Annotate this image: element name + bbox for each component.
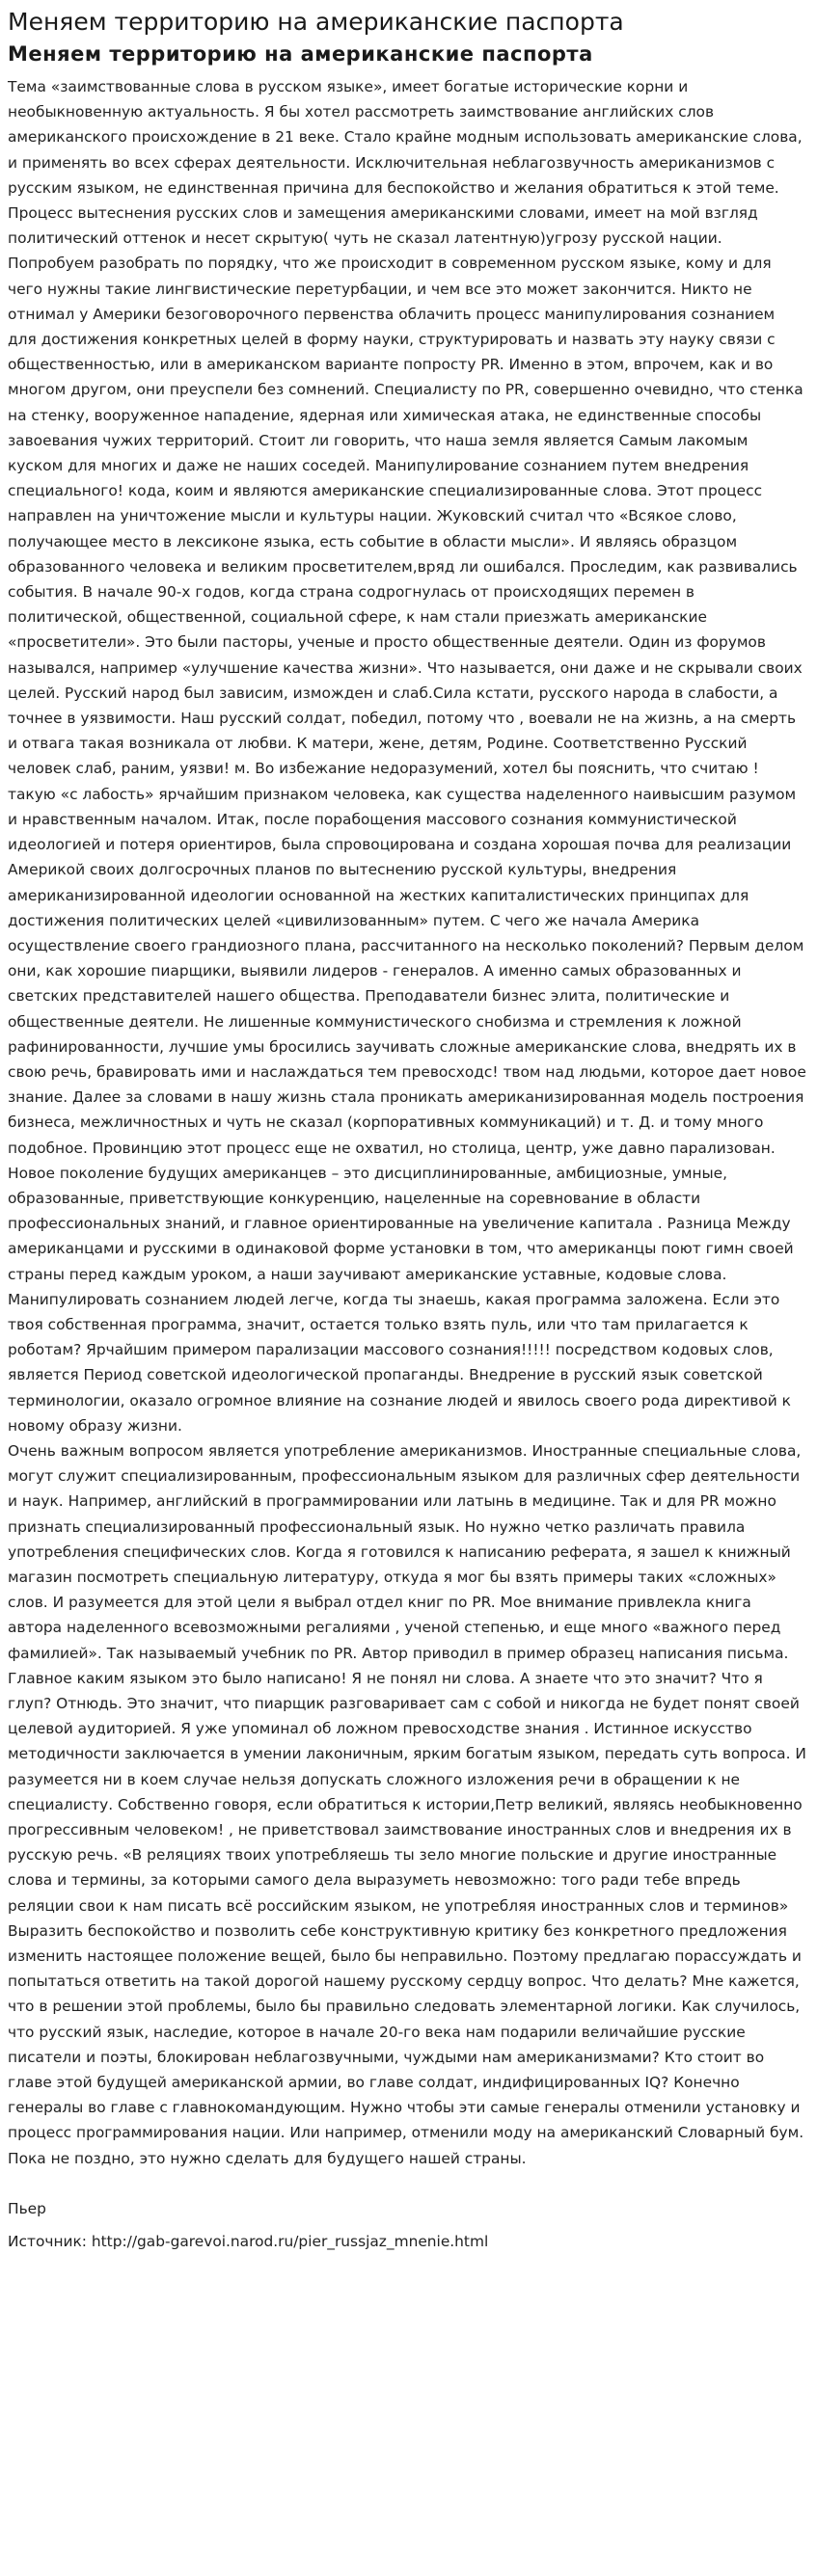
paragraph-process: Процесс вытеснения русских слов и замещения американскими словами, имеет на мой взгляд политический оттенок и несет скрытую( чуть не сказал латентную)угрозу русской нации. Попробуем разобрать по порядку, что же происходит в современном русском языке, кому и для чего нужны такие лингвистические перетурбации, и чем все это может закончится. Никто не отнимал у Америки безоговорочного первенства облачить процесс манипулирования сознанием для достижения конкретных целей в форму науки, структурировать и назвать эту науку связи с общественностью, или в американском варианте попросту PR. Именно в этом, впрочем, как и во многом другом, они преуспели без сомнений. Специалисту по PR, совершенно очевидно, что стенка на стенку, вооруженное нападение, ядерная или химическая атака, не единственные способы завоевания чужих территорий. Стоит ли говорить, что наша земля является Самым лакомым куском для многих и даже не наших соседей. Манипулирование сознанием путем внедрения специального! кода, коим и являются американские специализированные слова. Этот процесс направлен на уничтожение мысли и культуры нации. Жуковский считал что «Всякое слово, получающее место в лексиконе языка, есть событие в области мысли». И являясь образцом образованного человека и великим просветителем,вряд ли ошибался. Проследим, как развивались события. В начале 90-х годов, когда страна содрогнулась от происходящих перемен в политической, общественной, социальной сфере, к нам стали приезжать американские «просветители». Это были пасторы, ученые и просто общественные деятели. Один из форумов назывался, например «улучшение качества жизни». Что называется, они даже и не скрывали своих целей. Русский народ был зависим, изможден и слаб.Сила кстати, русского народа в слабости, а точнее в уязвимости. Наш русский солдат, победил, потому что , воевали не на жизнь, а на смерть и отвага такая возникала от любви. К матери, жене, детям, Родине. Соответственно Русский человек слаб, раним, уязви! м. Во избежание недоразумений, хотел бы пояснить, что считаю ! такую «с лабость» ярчайшим признаком человека, как существа наделенного наивысшим разумом и нравственным началом. Итак, после порабощения массового сознания коммунистической идеологией и потеря ориентиров, была спровоцирована и создана хорошая почва для реализации Америкой своих долгосрочных планов по вытеснению русской культуры, внедрения американизированной идеологии основанной на жестких капиталистических принципах для достижения политических целей «цивилизованным» путем. С чего же начала Америка осуществление своего грандиозного плана, рассчитанного на несколько поколений? Первым делом они, как хорошие пиарщики, выявили лидеров - генералов. А именно самых образованных и светских представителей нашего общества. Преподаватели бизнес элита, политические и общественные деятели. Не лишенные коммунистического снобизма и стремления к ложной рафинированности, лучшие умы бросились заучивать сложные американские слова, внедрять их в свою речь, бравировать ими и наслаждаться тем превосходс! твом над людьми, которое дает новое знание. Далее за словами в нашу жизнь стала проникать американизированная модель построения бизнеса, межличностных и чуть не сказал (корпоративных коммуникаций) и т. Д. и тому много подобное. Провинцию этот процесс еще не охватил, но столица, центр, уже давно парализован.: [8, 204, 806, 1157]
spacer: [8, 2171, 807, 2196]
source-link[interactable]: http://gab-garevoi.narod.ru/pier_russjaz_mnenie.html: [91, 2232, 489, 2250]
paragraph-intro: Тема «заимствованные слова в русском языке», имеет богатые исторические корни и необыкновенную актуальность. Я бы хотел рассмотреть заимствование английских слов американского происхождение в 21 веке. Стало крайне модным использовать американские слова, и применять во всех сферах деятельности. Исключительная неблагозвучность американизмов с русским языком, не единственная причина для беспокойство и желания обратиться к этой теме.: [8, 78, 803, 197]
page-title: Меняем территорию на американские паспорта: [8, 8, 624, 36]
paragraph-new-generation: Новое поколение будущих американцев – это дисциплинированные, амбициозные, умные, образованные, приветствующие конкуренцию, нацеленные на соревнование в области профессиональных знаний, и главное ориентированные на увеличение капитала . Разница Между американцами и русскими в одинаковой форме установки в том, что американцы поют гимн своей страны перед каждым уроком, а наши заучивают американские уставные, кодовые слова. Манипулировать сознанием людей легче, когда ты знаешь, какая программа заложена. Если это твоя собственная программа, значит, остается только взять пуль, или что там прилагается к роботам? Ярчайшим примером парализации массового сознания!!!!! посредством кодовых слов, является Период советской идеологической пропаганды. Внедрение в русский язык советской терминологии, оказало огромное влияние на сознание людей и явилось своего рода директивой к новому образу жизни.: [8, 1164, 794, 1435]
source-line: [8, 2229, 807, 2254]
article-title: Меняем территорию на американские паспорта: [8, 42, 593, 66]
article-body: [8, 74, 809, 2254]
author-signature: Пьер: [8, 2199, 46, 2217]
paragraph-americanisms: Очень важным вопросом является употребление американизмов. Иностранные специальные слова, могут служит специализированным, профессиональным языком для различных сфер деятельности и наук. Например, английский в программировании или латынь в медицине. Так и для PR можно признать специализированный профессиональный язык. Но нужно четко различать правила употребления специфических слов. Когда я готовился к написанию реферата, я зашел к книжный магазин посмотреть специальную литературу, откуда я мог бы взять примеры таких «сложных» слов. И разумеется для этой цели я выбрал отдел книг по PR. Мое внимание привлекла книга автора наделенного всевозможными регалиями , ученой степенью, и еще много «важного перед фамилией». Так называемый учебник по PR. Автор приводил в пример образец написания письма. Главное каким языком это было написано! Я не понял ни слова. А знаете что это значит? Что я глуп? Отнюдь. Это значит, что пиарщик разговаривает сам с собой и никогда не будет понят своей целевой аудиторией. Я уже упоминал об ложном превосходстве знания . Истинное искусство методичности заключается в умении лаконичным, ярким богатым языком, передать суть вопроса. И разумеется ни в коем случае нельзя допускать сложного изложения речи в обращении к не специалисту. Собственно говоря, если обратиться к истории,Петр великий, являясь необыкновенно прогрессивным человеком! , не приветствовал заимствование иностранных слов и внедрения их в русскую речь. «В реляциях твоих употребляешь ты зело многие польские и другие иностранные слова и термины, за которыми самого дела выразуметь невозможно: того ради тебе впредь реляции свои к нам писать всё российским языком, не употребляя иностранных слов и терминов» Выразить беспокойство и позволить себе конструктивную критику без конкретного предложения изменить настоящее положение вещей, было бы неправильно. Поэтому предлагаю порассуждать и попытаться ответить на такой дорогой нашему русскому сердцу вопрос. Что делать? Мне кажется, что в решении этой проблемы, было бы правильно следовать элементарной логики. Как случилось, что русский язык, наследие, которое в начале 20-го века нам подарили величайшие русские писатели и поэты, блокирован неблагозвучными, чуждыми нам американизмами? Кто стоит во главе этой будущей американской армии, во главе солдат, индифицированных IQ? Конечно генералы во главе с главнокомандующим. Нужно чтобы эти самые генералы отменили установку и процесс программирования нации. Или например, отменили моду на американский Словарный бум. Пока не поздно, это нужно сделать для будущего нашей страны.: [8, 1441, 806, 2167]
source-label: Источник:: [8, 2232, 92, 2250]
